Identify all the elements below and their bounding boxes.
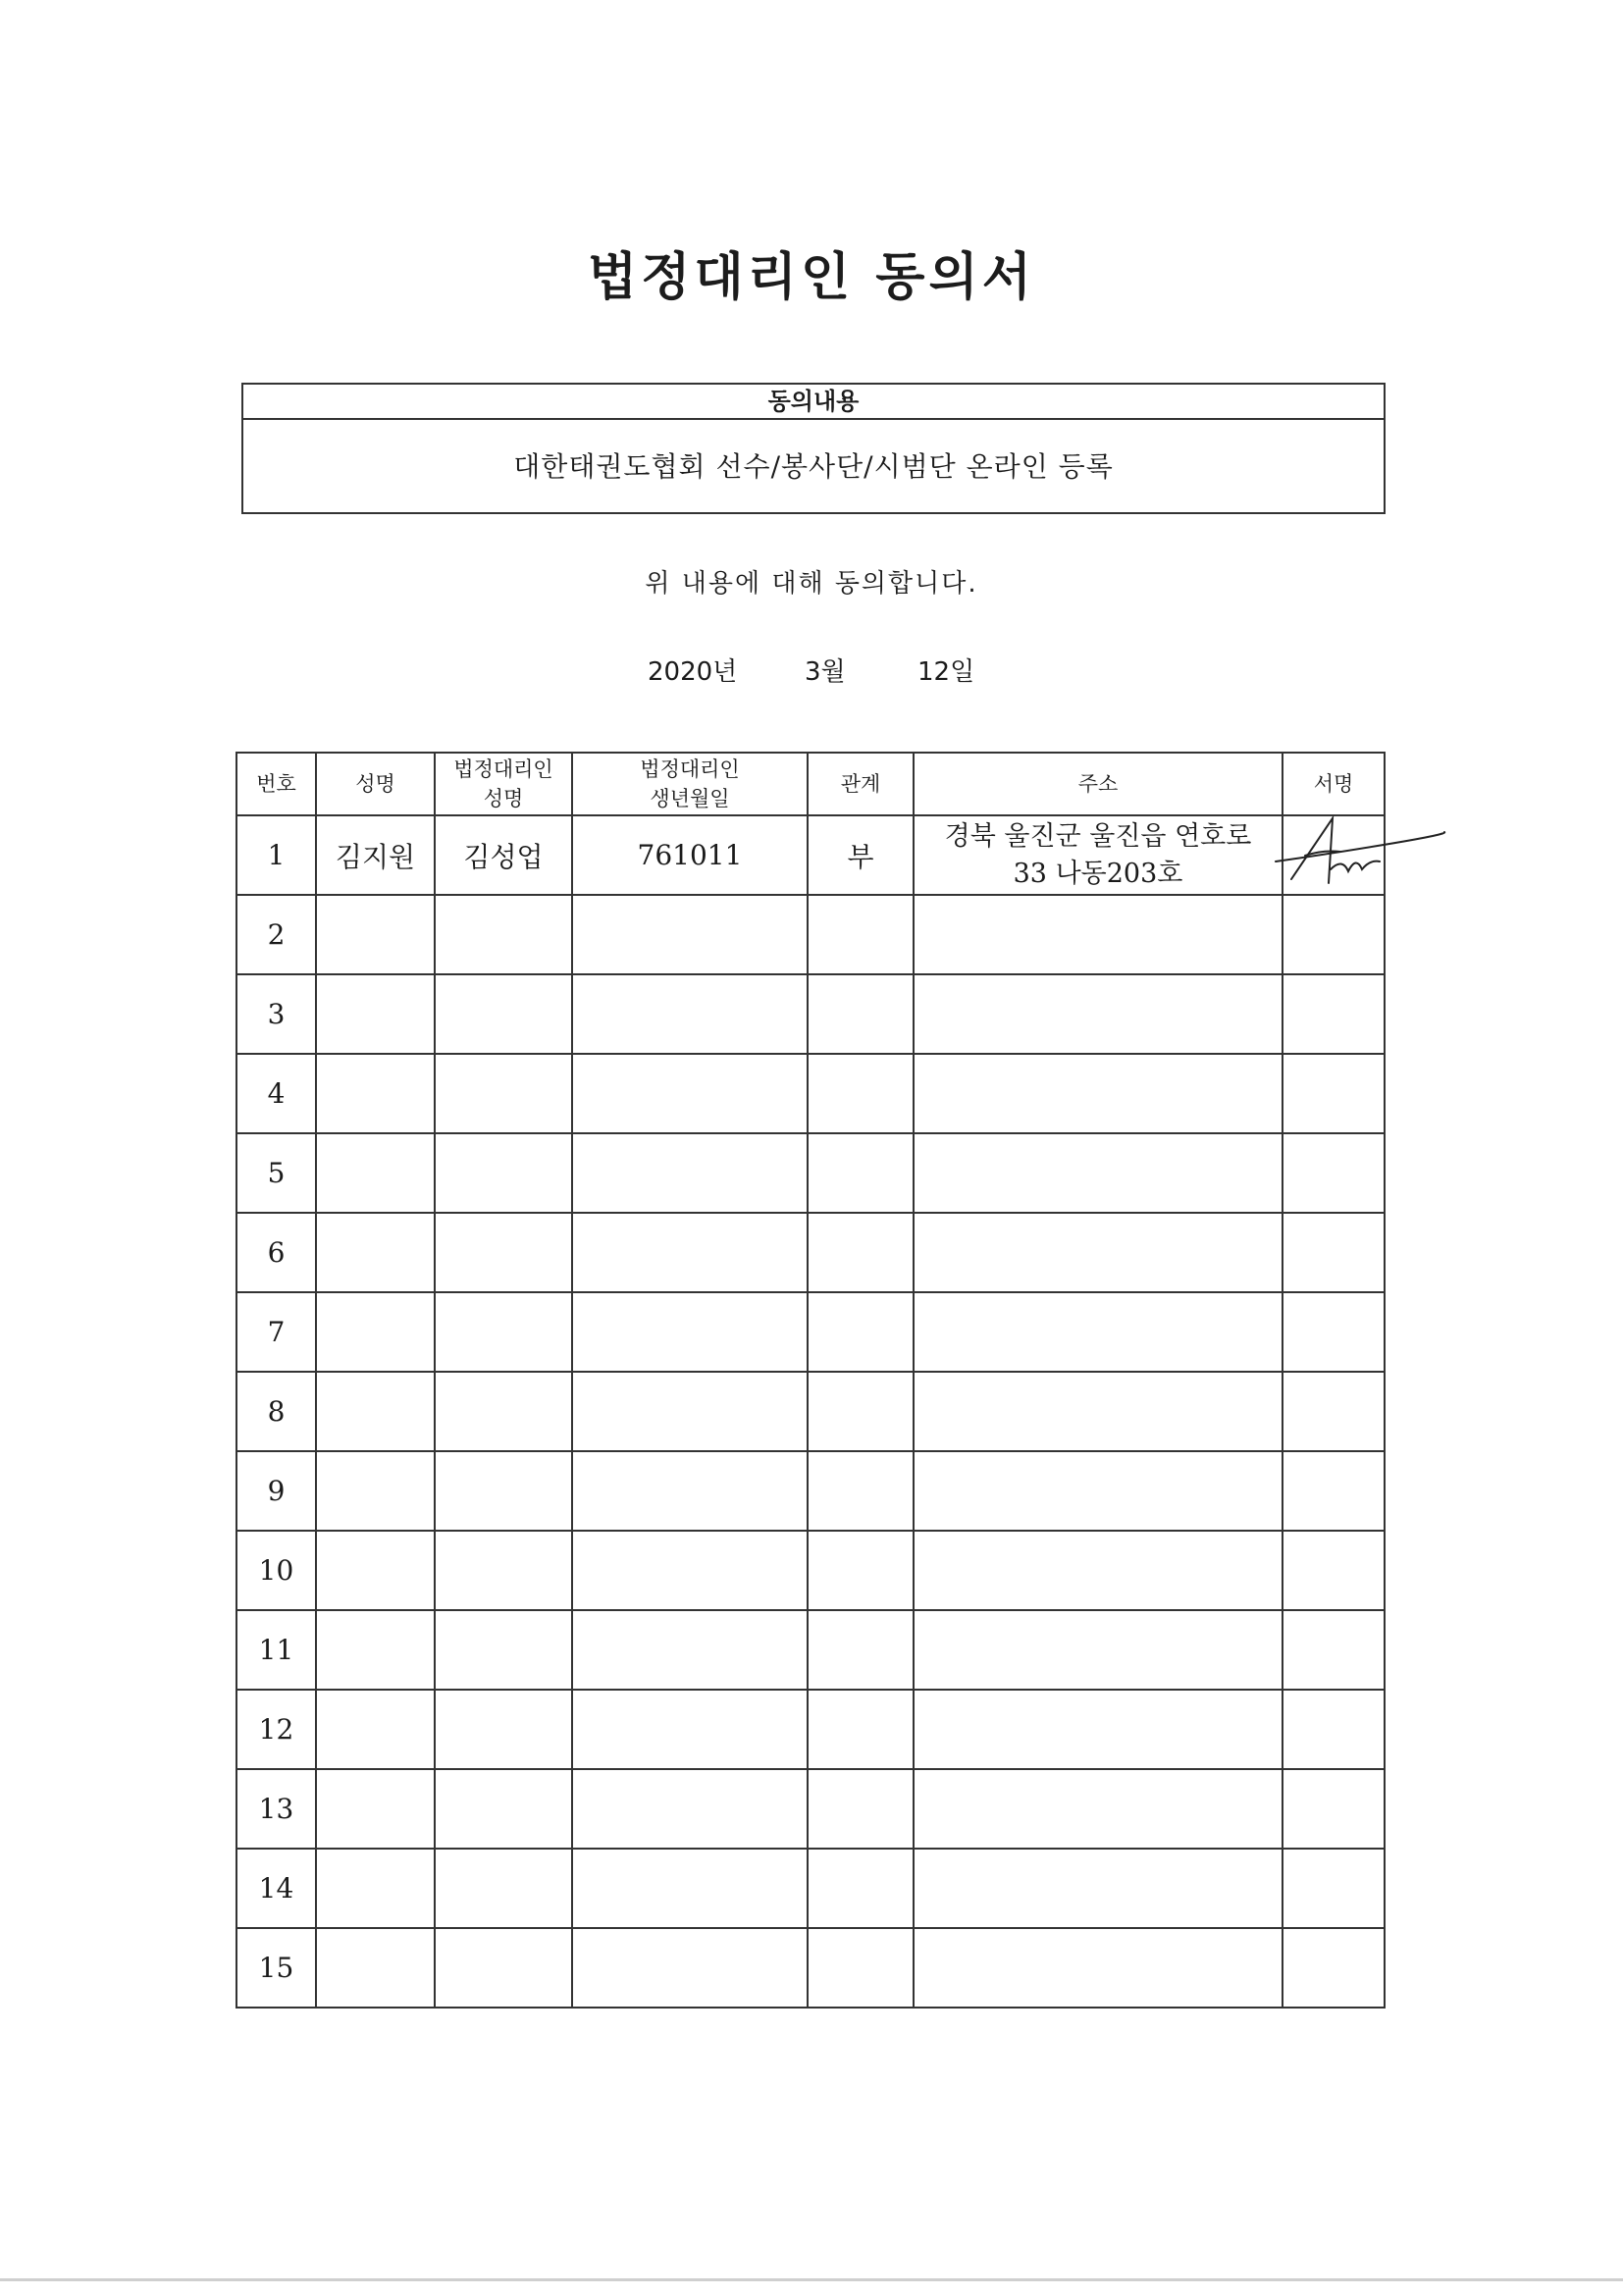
row-number-cell: 4 — [236, 1054, 316, 1133]
row-guardian-name-cell: 김성업 — [435, 815, 572, 895]
table-row — [236, 1372, 1385, 1451]
table-row — [236, 1451, 1385, 1531]
row-number-cell: 5 — [236, 1133, 316, 1213]
row-address-line2: 33 나동203호 — [1013, 858, 1183, 889]
header-name: 성명 — [316, 753, 435, 815]
row-relation-cell — [808, 1133, 914, 1213]
row-signature-cell — [1283, 895, 1385, 974]
handwritten-signature — [1272, 810, 1448, 899]
table-row — [236, 815, 1385, 895]
row-guardian-name-cell — [435, 1133, 572, 1213]
row-name-cell — [316, 1690, 435, 1769]
row-name-cell — [316, 895, 435, 974]
row-signature-cell — [1283, 1451, 1385, 1531]
table-row — [236, 1690, 1385, 1769]
table-row — [236, 974, 1385, 1054]
row-relation-cell — [808, 1054, 914, 1133]
row-address-cell — [914, 1054, 1283, 1133]
row-number-cell: 2 — [236, 895, 316, 974]
row-name-cell — [316, 1451, 435, 1531]
row-signature-cell — [1283, 1133, 1385, 1213]
row-guardian-name-cell — [435, 1610, 572, 1690]
row-address-cell — [914, 1769, 1283, 1849]
row-number-cell: 3 — [236, 974, 316, 1054]
row-signature-cell — [1283, 1213, 1385, 1292]
row-number-cell: 6 — [236, 1213, 316, 1292]
row-guardian-birth-cell — [572, 1531, 808, 1610]
row-guardian-name-cell — [435, 1372, 572, 1451]
row-number-cell: 15 — [236, 1928, 316, 2008]
row-name-cell — [316, 1292, 435, 1372]
row-address-cell — [914, 1928, 1283, 2008]
row-guardian-birth-cell — [572, 1690, 808, 1769]
row-address-cell — [914, 1610, 1283, 1690]
row-number-cell: 11 — [236, 1610, 316, 1690]
table-row — [236, 1928, 1385, 2008]
row-number-cell: 8 — [236, 1372, 316, 1451]
row-address-cell — [914, 1133, 1283, 1213]
consent-content: 대한태권도협회 선수/봉사단/시범단 온라인 등록 — [513, 450, 1114, 483]
row-guardian-birth-cell — [572, 1610, 808, 1690]
row-address-cell — [914, 1451, 1283, 1531]
row-address-cell — [914, 974, 1283, 1054]
row-name-cell — [316, 1849, 435, 1928]
row-name-cell — [316, 1133, 435, 1213]
header-guardian-birth — [572, 753, 808, 815]
row-address-cell — [914, 1213, 1283, 1292]
row-guardian-birth-cell — [572, 1054, 808, 1133]
row-number-cell: 12 — [236, 1690, 316, 1769]
table-row — [236, 1610, 1385, 1690]
date-month: 3월 — [805, 657, 846, 687]
row-number-cell: 10 — [236, 1531, 316, 1610]
row-relation-cell — [808, 1769, 914, 1849]
row-relation-cell — [808, 1451, 914, 1531]
row-number-cell: 1 — [236, 815, 316, 895]
document-title: 법정대리인 동의서 — [588, 247, 1035, 307]
row-address-cell — [914, 1292, 1283, 1372]
row-name-cell — [316, 1054, 435, 1133]
row-signature-cell — [1283, 1531, 1385, 1610]
row-guardian-birth-cell — [572, 1133, 808, 1213]
row-guardian-birth-cell — [572, 1769, 808, 1849]
row-relation-cell — [808, 1849, 914, 1928]
row-signature-cell — [1283, 974, 1385, 1054]
row-address-cell — [914, 1372, 1283, 1451]
row-relation-cell — [808, 1292, 914, 1372]
row-name-cell — [316, 1531, 435, 1610]
row-name-cell — [316, 1372, 435, 1451]
header-guardian-name-line1: 법정대리인 — [453, 757, 553, 781]
row-address-cell — [914, 895, 1283, 974]
row-guardian-birth-cell — [572, 1372, 808, 1451]
table-row — [236, 1769, 1385, 1849]
row-guardian-name-cell — [435, 1769, 572, 1849]
row-signature-cell — [1283, 1054, 1385, 1133]
row-signature-cell — [1283, 1928, 1385, 2008]
row-guardian-birth-cell — [572, 1849, 808, 1928]
row-name-cell — [316, 1769, 435, 1849]
row-name-cell — [316, 1213, 435, 1292]
row-name-cell — [316, 1928, 435, 2008]
agreement-statement: 위 내용에 대해 동의합니다. — [645, 569, 978, 599]
table-row — [236, 1054, 1385, 1133]
scan-edge-line — [0, 2278, 1623, 2281]
row-number-cell: 9 — [236, 1451, 316, 1531]
header-guardian-name — [435, 753, 572, 815]
row-address-cell — [914, 815, 1283, 895]
row-number-cell: 7 — [236, 1292, 316, 1372]
row-relation-cell — [808, 895, 914, 974]
row-signature-cell — [1283, 1849, 1385, 1928]
row-signature-cell — [1283, 1610, 1385, 1690]
row-number-cell: 14 — [236, 1849, 316, 1928]
row-address-cell — [914, 1849, 1283, 1928]
row-address-cell — [914, 1531, 1283, 1610]
row-guardian-name-cell — [435, 1213, 572, 1292]
row-guardian-birth-cell — [572, 1213, 808, 1292]
row-relation-cell — [808, 1213, 914, 1292]
row-name-cell: 김지원 — [316, 815, 435, 895]
row-relation-cell: 부 — [808, 815, 914, 895]
row-guardian-birth-cell: 761011 — [572, 815, 808, 895]
row-name-cell — [316, 1610, 435, 1690]
row-guardian-birth-cell — [572, 895, 808, 974]
table-row — [236, 1531, 1385, 1610]
header-guardian-birth-line1: 법정대리인 — [640, 757, 740, 781]
header-number: 번호 — [236, 753, 316, 815]
date-year: 2020년 — [648, 657, 738, 687]
row-signature-cell — [1283, 1372, 1385, 1451]
table-row — [236, 895, 1385, 974]
registration-table — [236, 752, 1386, 2009]
table-header-row — [236, 753, 1385, 815]
table-body — [236, 815, 1385, 2008]
table-row — [236, 1213, 1385, 1292]
row-address-cell — [914, 1690, 1283, 1769]
row-relation-cell — [808, 1690, 914, 1769]
row-guardian-birth-cell — [572, 1451, 808, 1531]
row-guardian-birth-cell — [572, 1292, 808, 1372]
date-day: 12일 — [917, 657, 975, 687]
consent-box — [241, 383, 1386, 514]
consent-header: 동의내용 — [243, 385, 1384, 420]
row-guardian-name-cell — [435, 974, 572, 1054]
row-guardian-birth-cell — [572, 974, 808, 1054]
table-row — [236, 1133, 1385, 1213]
row-signature-cell — [1283, 1769, 1385, 1849]
header-relation: 관계 — [808, 753, 914, 815]
table-row — [236, 1849, 1385, 1928]
row-guardian-name-cell — [435, 1690, 572, 1769]
row-guardian-name-cell — [435, 1849, 572, 1928]
row-name-cell — [316, 974, 435, 1054]
header-address: 주소 — [914, 753, 1283, 815]
row-guardian-name-cell — [435, 1054, 572, 1133]
header-guardian-birth-line2: 생년월일 — [650, 787, 730, 810]
row-number-cell: 13 — [236, 1769, 316, 1849]
row-signature-cell — [1283, 1690, 1385, 1769]
row-relation-cell — [808, 1372, 914, 1451]
header-signature: 서명 — [1283, 753, 1385, 815]
table-row — [236, 1292, 1385, 1372]
row-signature-cell — [1283, 1292, 1385, 1372]
row-guardian-name-cell — [435, 1451, 572, 1531]
row-guardian-name-cell — [435, 895, 572, 974]
row-relation-cell — [808, 974, 914, 1054]
row-relation-cell — [808, 1928, 914, 2008]
row-guardian-name-cell — [435, 1928, 572, 2008]
row-relation-cell — [808, 1531, 914, 1610]
row-signature-cell — [1283, 815, 1385, 895]
row-guardian-name-cell — [435, 1531, 572, 1610]
row-relation-cell — [808, 1610, 914, 1690]
row-guardian-name-cell — [435, 1292, 572, 1372]
row-address-line1: 경북 울진군 울진읍 연호로 — [944, 820, 1252, 852]
row-guardian-birth-cell — [572, 1928, 808, 2008]
header-guardian-name-line2: 성명 — [483, 787, 524, 810]
